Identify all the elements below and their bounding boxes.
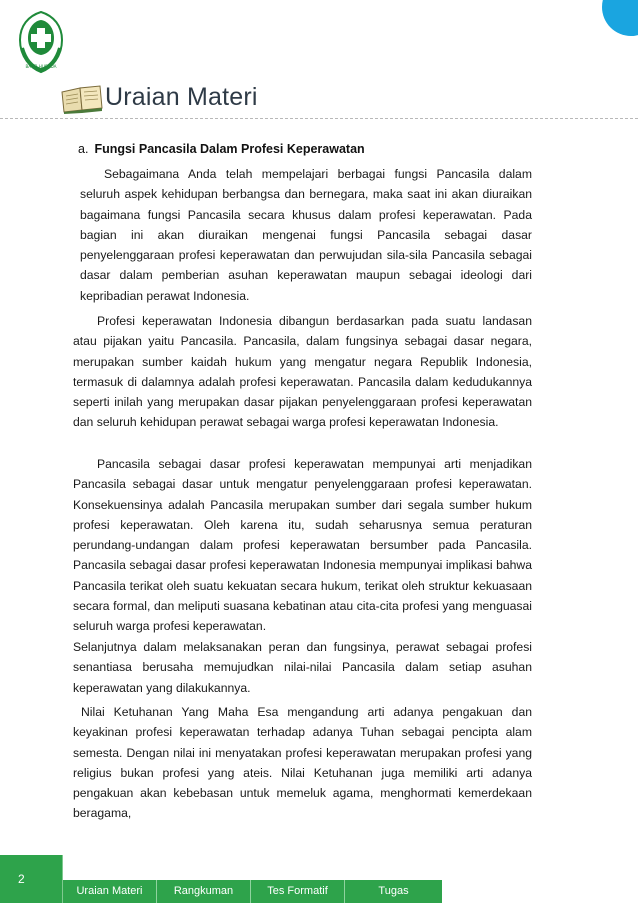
page-number: 2 (18, 872, 25, 886)
page-header (60, 78, 620, 120)
section-title: Fungsi Pancasila Dalam Profesi Keperawatan (94, 142, 365, 156)
section-heading (78, 142, 365, 156)
tab-tugas[interactable]: Tugas (378, 885, 409, 897)
paragraph-4: Selanjutnya dalam melaksanakan peran dan fungsinya, perawat sebagai profesi senantiasa berusaha memujudkan nilai-nilai Pancasila dalam setiap asuhan keperawatan yang dilakukannya. (73, 640, 532, 695)
paragraph-1: Sebagaimana Anda telah mempelajari berbagai fungsi Pancasila dalam seluruh aspek kehidupan berbangsa dan bernegara, maka saat ini akan diuraikan bagaimana fungsi Pancasila secara khusus dalam profesi keperawatan. Pada bagian ini akan diuraikan mengenai fungsi Pancasila sebagai dasar penyelenggaraan profesi keperawatan dan perwujudan sila-sila Pancasila sebagai dasar dalam pemberian asuhan keperawatan maupun sebagai ideologi dari kepribadian perawat Indonesia. (80, 167, 532, 303)
tab-uraian-materi[interactable]: Uraian Materi (63, 880, 157, 903)
tab-tes-formatif[interactable]: Tes Formatif (251, 880, 345, 903)
section-letter: a. (78, 142, 89, 156)
logo-text: BAKTI HUSADA (25, 64, 57, 69)
page-title: Uraian Materi (105, 83, 258, 111)
page-number-box (0, 855, 63, 903)
header-divider (0, 118, 638, 119)
bakti-husada-logo (14, 8, 68, 76)
corner-decoration (602, 0, 638, 36)
paragraph-2: Profesi keperawatan Indonesia dibangun berdasarkan pada suatu landasan atau pijakan yaitu Pancasila. Pancasila, dalam fungsinya sebagai dasar negara, merupakan sumber kaidah hukum yang mengatur negara Republik Indonesia, termasuk di dalamnya adalah profesi keperawatan. Pancasila dalam kedudukannya seperti inilah yang merupakan dasar pijakan penyelenggaraan profesi keperawatan dan seluruh kehidupan perawat sebagai warga profesi keperawatan Indonesia. (73, 314, 532, 430)
book-icon (60, 82, 104, 114)
paragraph-5: Nilai Ketuhanan Yang Maha Esa mengandung arti adanya pengakuan dan keyakinan profesi keperawatan terhadap adanya Tuhan sebagai pencipta alam semesta. Dengan nilai ini menyatakan profesi keperawatan merupakan profesi yang religius bukan profesi yang ateis. Nilai Ketuhanan juga memiliki arti adanya pengakuan akan kebebasan untuk memeluk agama, menghormati kemerdekaan beragama, (73, 705, 532, 821)
tab-rangkuman[interactable]: Rangkuman (157, 880, 251, 903)
bottom-nav (63, 880, 442, 903)
paragraph-3: Pancasila sebagai dasar profesi keperawatan mempunyai arti menjadikan Pancasila sebagai dasar untuk mengatur penyelenggaraan profesi keperawatan. Konsekuensinya adalah Pancasila merupakan sumber dari segala sumber hukum profesi keperawatan. Oleh karena itu, sudah seharusnya semua peraturan perundang-undangan dalam profesi keperawatan bersumber pada Pancasila. Pancasila sebagai dasar profesi keperawatan Indonesia mempunyai implikasi bahwa Pancasila terikat oleh suatu kekuatan secara hukum, terikat oleh struktur kekuasaan secara formal, dan meliputi suasana kebatinan atau cita-cita profesi yang menguasai seluruh warga profesi keperawatan. (73, 457, 532, 634)
